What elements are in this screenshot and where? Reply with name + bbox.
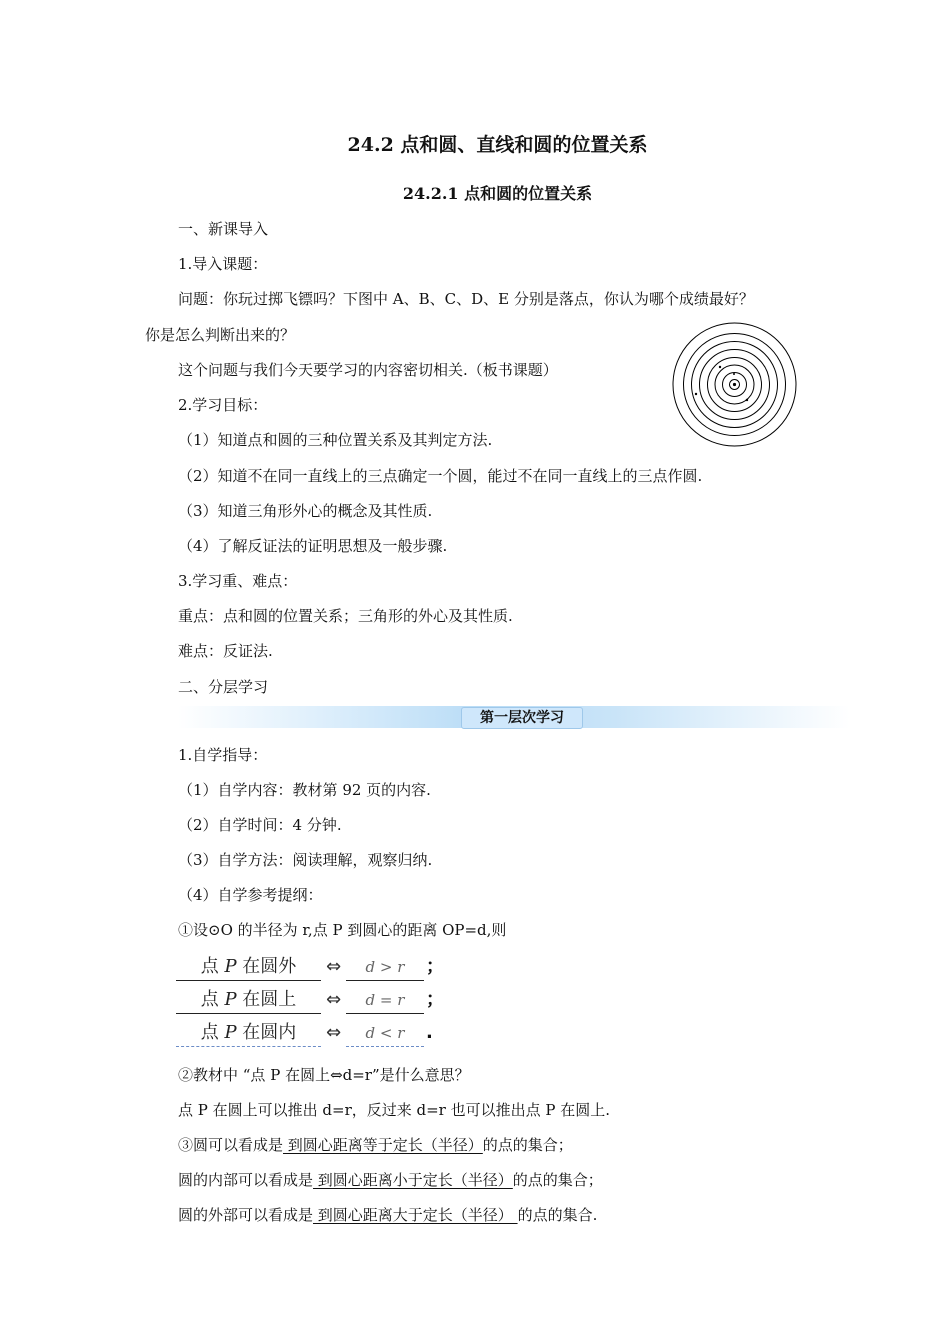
heading-key-points: 3.学习重、难点： (178, 572, 298, 590)
textbook-question: ②教材中 “点 P 在圆上⇔d=r”是什么意思？ (178, 1066, 470, 1084)
textbook-answer: 点 P 在圆上可以推出 d=r，反过来 d=r 也可以推出点 P 在圆上. (178, 1101, 611, 1119)
relation-inside: 点 P 在圆内 ⇔ d < r . (176, 1020, 446, 1048)
circle-set-definition: ③圆可以看成是 到圆心距离等于定长（半径）的点的集合； (178, 1136, 573, 1154)
intro-note: 这个问题与我们今天要学习的内容密切相关.（板书课题） (178, 361, 558, 379)
blank-answer: 到圆心距离小于定长（半径） (313, 1171, 513, 1189)
equivalence-icon: ⇔ (326, 989, 342, 1010)
relation-on: 点 P 在圆上 ⇔ d = r ； (176, 987, 446, 1015)
objective-1: （1）知道点和圆的三种位置关系及其判定方法. (178, 431, 493, 449)
relation-right: d > r (346, 954, 424, 981)
question-text: 问题：你玩过掷飞镖吗？下图中 A、B、C、D、E 分别是落点，你认为哪个成绩最好？ (178, 290, 754, 308)
level-one-banner (178, 706, 850, 728)
heading-layered-learning: 二、分层学习 (178, 678, 269, 696)
relation-left: 点 P 在圆上 (176, 987, 321, 1014)
self-study-content: （1）自学内容：教材第 92 页的内容. (178, 781, 431, 799)
relation-outside: 点 P 在圆外 ⇔ d > r ； (176, 954, 446, 982)
heading-intro-topic: 1.导入课题： (178, 255, 268, 273)
difficult-point: 难点：反证法. (178, 642, 273, 660)
blank-answer: 到圆心距离大于定长（半径） (313, 1206, 518, 1224)
blank-answer: 到圆心距离等于定长（半径） (283, 1136, 483, 1154)
exterior-set-definition: 圆的外部可以看成是 到圆心距离大于定长（半径） 的点的集合. (178, 1206, 598, 1224)
equivalence-icon: ⇔ (326, 1022, 342, 1043)
heading-objectives: 2.学习目标： (178, 396, 268, 414)
self-study-method: （3）自学方法：阅读理解，观察归纳. (178, 851, 433, 869)
relation-right: d = r (346, 987, 424, 1014)
relation-right: d < r (346, 1020, 424, 1047)
objective-4: （4）了解反证法的证明思想及一般步骤. (178, 537, 448, 555)
objective-3: （3）知道三角形外心的概念及其性质. (178, 502, 433, 520)
page-title: 24.2 点和圆、直线和圆的位置关系 (347, 134, 648, 156)
heading-new-lesson: 一、新课导入 (178, 220, 269, 238)
self-study-time: （2）自学时间：4 分钟. (178, 816, 342, 834)
dartboard-target-icon (672, 322, 797, 447)
relation-left: 点 P 在圆外 (176, 954, 321, 981)
section-title: 24.2.1 点和圆的位置关系 (402, 184, 593, 203)
question-text-cont: 你是怎么判断出来的？ (145, 326, 296, 344)
objective-2: （2）知道不在同一直线上的三点确定一个圆，能过不在同一直线上的三点作圆. (178, 467, 703, 485)
key-point: 重点：点和圆的位置关系；三角形的外心及其性质. (178, 607, 513, 625)
heading-self-study: 1.自学指导： (178, 746, 268, 764)
equivalence-icon: ⇔ (326, 956, 342, 977)
self-study-outline: （4）自学参考提纲： (178, 886, 323, 904)
interior-set-definition: 圆的内部可以看成是 到圆心距离小于定长（半径）的点的集合； (178, 1171, 603, 1189)
level-one-banner-label: 第一层次学习 (461, 707, 583, 729)
relation-left: 点 P 在圆内 (176, 1020, 321, 1047)
circle-definition: ①设⊙O 的半径为 r,点 P 到圆心的距离 OP=d,则 (178, 921, 507, 939)
